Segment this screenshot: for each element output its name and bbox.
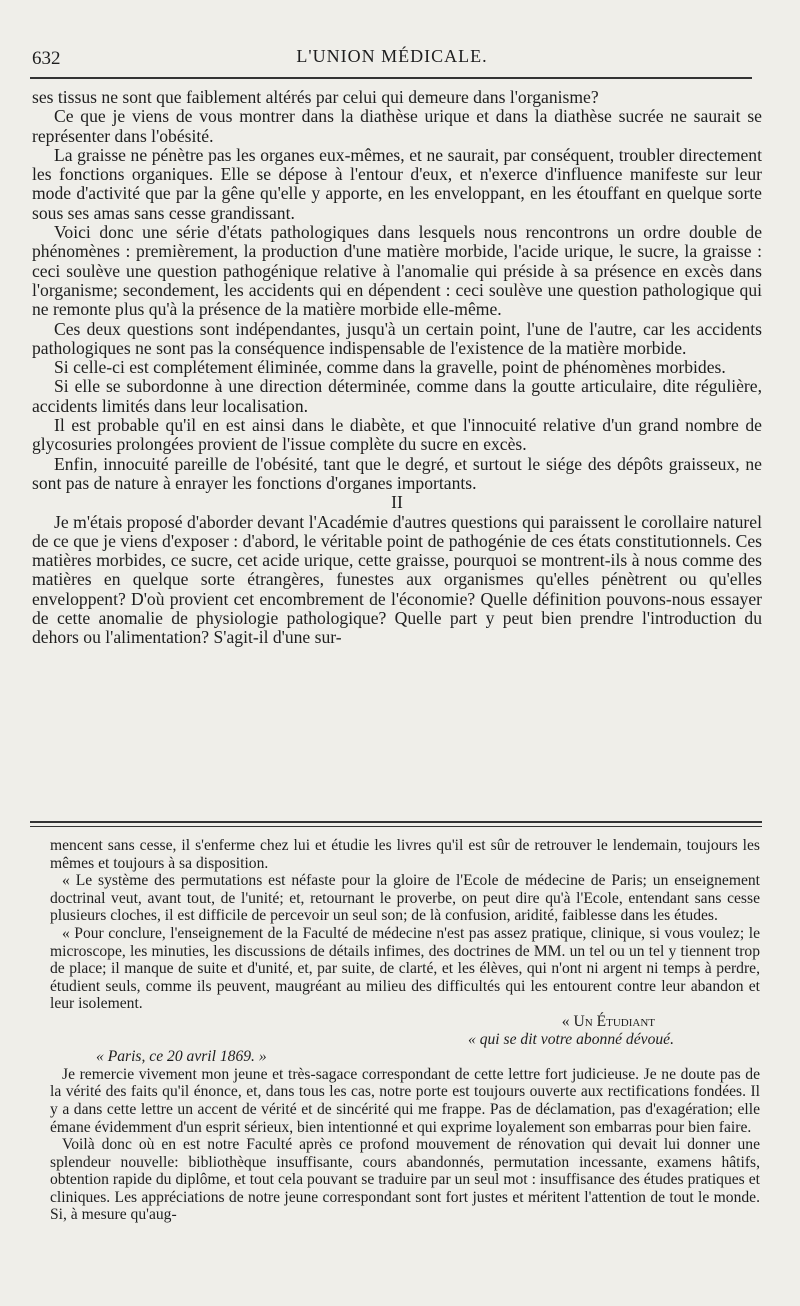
footnote-rule: [30, 821, 762, 827]
paragraph: ses tissus ne sont que faiblement altérés par celui qui demeure dans l'organisme?: [32, 87, 599, 107]
feuilleton-paragraph: Je remercie vivement mon jeune et très-sagace correspondant de cette lettre fort judicieuse. Je ne doute pas de la vérité des faits qu'il énonce, et, dans tous les cas, notre porte est toujours ouverte aux rectifications fondées. Il y a dans cette lettre un accent de vérité et de sincérité qui me frappe. Pas de déclamation, pas d'exagération; elle émane évidemment d'un esprit sérieux, bien intentionné et qui exprime loyalement son embarras pour bien faire.: [50, 1065, 760, 1136]
feuilleton-paragraph: « Le système des permutations est néfaste pour la gloire de l'Ecole de médecine de Paris; un enseignement doctrinal veut, avant tout, de l'unité; et, retournant le proverbe, on peut dire qu'à l'Ecole, entendant sans cesse plusieurs cloches, il est difficile de percevoir un seul son; de là confusion, aridité, faiblesse dans les études.: [50, 872, 760, 925]
paragraph: Enfin, innocuité pareille de l'obésité, tant que le degré, et surtout le siége des dépôts graisseux, ne sont pas de nature à enrayer les fonctions d'organes importants.: [32, 453, 762, 493]
paragraph: Voici donc une série d'états pathologiques dans lesquels nous rencontrons un ordre double de phénomènes : premièrement, la production d'une matière morbide, l'acide urique, le sucre, la graisse : ceci soulève une question pathogénique relative à l'anomalie qui préside à sa présence en excès dans l'organisme; secondement, les accidents qui en dépendent : ceci soulève une question pathologique qui ne remonte plus qu'à la présence de la matière morbide elle-même.: [32, 222, 762, 320]
feuilleton-paragraph: mencent sans cesse, il s'enferme chez lui et étudie les livres qu'il est sûr de retrouver le lendemain, toujours les mêmes et toujours à sa disposition.: [50, 837, 760, 872]
signature: « Un Étudiant: [561, 1012, 655, 1030]
feuilleton-paragraph: « Pour conclure, l'enseignement de la Faculté de médecine n'est pas assez pratique, clinique, si vous voulez; le microscope, les minuties, les discussions de détails infimes, des doctrines de MM. un tel ou un tel y tiennent trop de place; il manque de suite et d'unité, et, par suite, de clarté, et les élèves, qui n'ont ni argent ni temps à perdre, étudient seuls, comme ils peuvent, maugréant au milieu des difficultés qui les entourent contre leur abandon et leur isolement.: [50, 924, 760, 1013]
paragraph: Si elle se subordonne à une direction déterminée, comme dans la goutte articulaire, dite régulière, accidents limités dans leur localisation.: [32, 376, 762, 416]
closing: « qui se dit votre abonné dévoué.: [468, 1030, 674, 1048]
header-rule: [30, 77, 752, 79]
page-header: [32, 44, 752, 74]
page-number: 632: [32, 48, 61, 69]
paragraph: Il est probable qu'il en est ainsi dans le diabète, et que l'innocuité relative d'un grand nombre de glycosuries prolongées provient de l'issue complète du sucre en excès.: [32, 415, 762, 455]
section-number: II: [391, 492, 403, 513]
main-text: [32, 88, 762, 648]
feuilleton-text: [50, 837, 760, 1224]
paragraph: Je m'étais proposé d'aborder devant l'Académie d'autres questions qui paraissent le corollaire naturel de ce que je viens d'exposer : d'abord, le véritable point de pathogénie de ces états constitutionnels. Ces matières morbides, ce sucre, cet acide urique, cette graisse, pourquoi se montrent-ils à nous comme des matières en quelque sorte étrangères, funestes aux organismes qu'elles pénètrent ou qu'elles enveloppent? D'où provient cet encombrement de l'économie? Quelle définition pouvons-nous essayer de cette anomalie de physiologie pathologique? Quelle part y peut bien prendre l'introduction du dehors ou l'alimentation? S'agit-il d'une sur-: [32, 511, 762, 648]
paragraph: Ce que je viens de vous montrer dans la diathèse urique et dans la diathèse sucrée ne saurait se représenter dans l'obésité.: [32, 106, 762, 146]
feuilleton-paragraph: Voilà donc où en est notre Faculté après ce profond mouvement de rénovation qui devait lui donner une splendeur nouvelle: bibliothèque insuffisante, cours abandonnés, permutation incessante, examens hâtifs, obtention rapide du diplôme, et tout cela pouvant se traduire par un seul mot : insuffisance des études pratiques et cliniques. Les appréciations de notre jeune correspondant sont fort justes et méritent l'attention de tout le monde. Si, à mesure qu'aug-: [50, 1136, 760, 1224]
running-title: L'UNION MÉDICALE.: [296, 46, 488, 66]
paragraph: Si celle-ci est complétement éliminée, comme dans la gravelle, point de phénomènes morbides.: [54, 357, 726, 378]
dateline: « Paris, ce 20 avril 1869. »: [96, 1048, 267, 1066]
paragraph: La graisse ne pénètre pas les organes eux-mêmes, et ne saurait, par conséquent, troubler directement les fonctions organiques. Elle se dépose à l'entour d'eux, et n'exerce d'influence manifeste sur leur mode d'activité que par la gêne qu'elle y apporte, en les enveloppant, en les étouffant en quelque sorte sous ses amas sans cesse grandissant.: [32, 144, 762, 223]
paragraph: Ces deux questions sont indépendantes, jusqu'à un certain point, l'une de l'autre, car les accidents pathologiques ne sont pas la conséquence indispensable de l'existence de la matière morbide.: [32, 318, 762, 358]
